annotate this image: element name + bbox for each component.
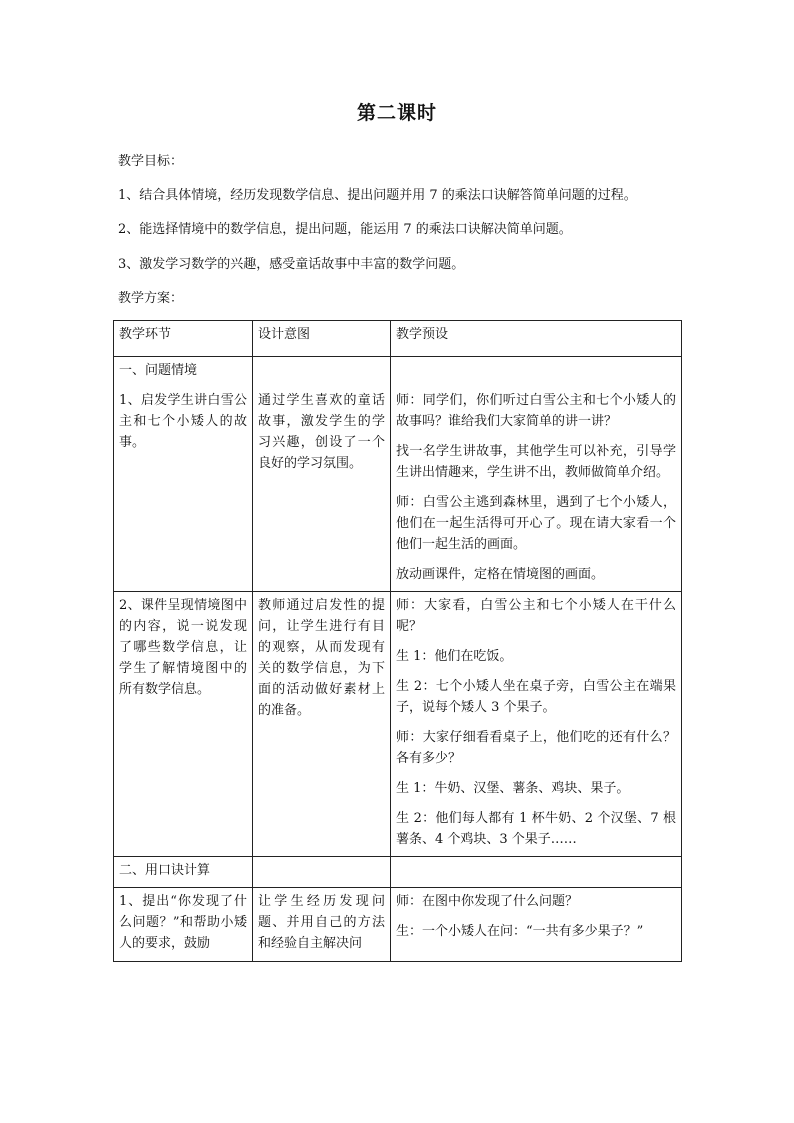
- preset-line: 师：白雪公主逃到森林里，遇到了七个小矮人，他们在一起生活得可开心了。现在请大家看一个他们一起生活的画面。: [396, 495, 676, 552]
- intent-cell: [253, 357, 391, 592]
- column-header-stage: 教学环节: [114, 321, 253, 357]
- stage-cell: [114, 888, 253, 962]
- intent-text: 让学生经历发现问题、并用自己的方法和经验自主解决问: [258, 894, 385, 951]
- table-row: [114, 357, 682, 592]
- preset-cell: [391, 357, 682, 592]
- preset-cell: [391, 857, 682, 888]
- intent-text: 通过学生喜欢的童话故事，激发学生的学习兴趣，创设了一个良好的学习氛围。: [258, 393, 385, 471]
- preset-line: 生 2：他们每人都有 1 杯牛奶、2 个汉堡、7 根薯条、4 个鸡块、3 个果子……: [396, 811, 676, 847]
- stage-step: 1、提出“你发现了什么问题？”和帮助小矮人的要求，鼓励: [119, 894, 247, 951]
- preset-line: 生 2：七个小矮人坐在桌子旁，白雪公主在端果子，说每个矮人 3 个果子。: [396, 679, 676, 715]
- page-title: 第二课时: [356, 102, 437, 124]
- section-title: 二、用口诀计算: [119, 863, 211, 878]
- objective-item-1: 1、结合具体情境，经历发现数学信息、提出问题并用 7 的乘法口诀解答简单问题的过程。: [118, 188, 637, 203]
- table-row: [114, 857, 682, 888]
- stage-cell: [114, 357, 253, 592]
- preset-line: 生：一个小矮人在问：“一共有多少果子？”: [396, 924, 644, 939]
- preset-line: 生 1：牛奶、汉堡、薯条、鸡块、果子。: [396, 781, 630, 796]
- preset-line: 师：大家仔细看看桌子上，他们吃的还有什么？各有多少？: [396, 730, 676, 766]
- table-header-row: [114, 321, 682, 357]
- preset-line: 生 1：他们在吃饭。: [396, 649, 513, 664]
- objectives-heading: 教学目标：: [118, 154, 184, 169]
- column-header-intent: 设计意图: [253, 321, 391, 357]
- intent-cell: [253, 888, 391, 962]
- stage-step: 2、课件呈现情境图中的内容，说一说发现了哪些数学信息，让学生了解情境图中的所有数学信息。: [119, 598, 247, 697]
- section-title: 一、问题情境: [119, 363, 198, 378]
- intent-text: 教师通过启发性的提问，让学生进行有目的观察，从而发现有关的数学信息，为下面的活动做好素材上的准备。: [258, 598, 385, 718]
- objective-item-3: 3、激发学习数学的兴趣，感受童话故事中丰富的数学问题。: [118, 257, 465, 272]
- objective-item-2: 2、能选择情境中的数学信息，提出问题，能运用 7 的乘法口诀解决简单问题。: [118, 222, 572, 237]
- stage-cell: [114, 857, 253, 888]
- teaching-plan-table: [113, 320, 682, 962]
- intent-cell: [253, 592, 391, 857]
- plan-heading: 教学方案：: [118, 291, 184, 306]
- preset-line: 找一名学生讲故事，其他学生可以补充，引导学生讲出情趣来，学生讲不出，教师做简单介绍。: [396, 444, 676, 480]
- table-row: [114, 888, 682, 962]
- preset-line: 师：大家看，白雪公主和七个小矮人在干什么呢？: [396, 598, 676, 634]
- stage-cell: [114, 592, 253, 857]
- preset-cell: [391, 592, 682, 857]
- preset-line: 放动画课件，定格在情境图的画面。: [396, 567, 605, 582]
- preset-cell: [391, 888, 682, 962]
- table-row: [114, 592, 682, 857]
- preset-line: 师：在图中你发现了什么问题？: [396, 894, 579, 909]
- column-header-preset: 教学预设: [391, 321, 682, 357]
- preset-line: 师：同学们，你们听过白雪公主和七个小矮人的故事吗？谁给我们大家简单的讲一讲？: [396, 393, 676, 429]
- stage-step: 1、启发学生讲白雪公主和七个小矮人的故事。: [119, 393, 247, 450]
- intent-cell: [253, 857, 391, 888]
